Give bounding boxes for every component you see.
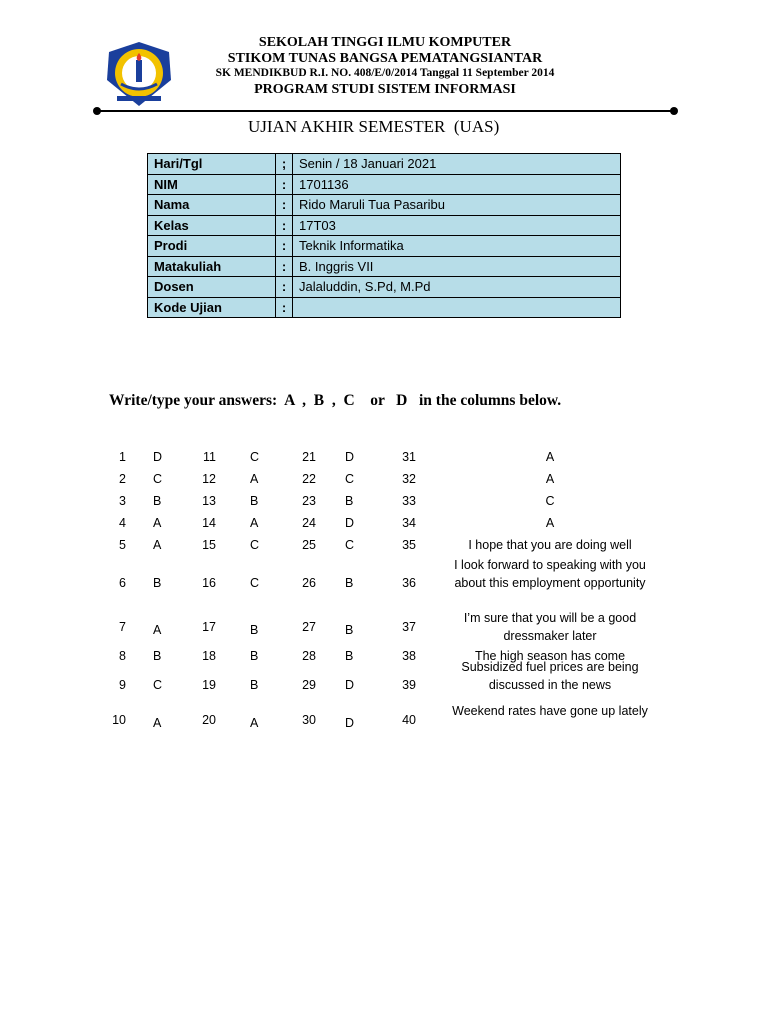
question-number: 27 [302, 620, 316, 634]
info-separator: : [276, 215, 293, 236]
answer-choice: B [250, 623, 259, 637]
answer-choice: A [250, 516, 259, 530]
answer-sentence: C [545, 494, 555, 508]
info-row [148, 174, 621, 195]
question-number: 21 [302, 450, 316, 464]
info-value [293, 297, 621, 318]
question-number: 39 [402, 678, 416, 692]
student-info-table [147, 153, 621, 318]
question-number: 11 [203, 450, 216, 464]
question-number: 12 [202, 472, 216, 486]
answer-choice: C [345, 538, 355, 552]
answer-choice: B [153, 649, 162, 663]
info-separator: : [276, 297, 293, 318]
answer-choice: B [345, 576, 354, 590]
question-number: 31 [402, 450, 416, 464]
info-label: NIM [148, 174, 276, 195]
answer-sentence: I look forward to speaking with you about this employment opportunity [454, 558, 646, 590]
question-number: 15 [202, 538, 216, 552]
info-row [148, 256, 621, 277]
answer-choice: D [153, 450, 163, 464]
question-number: 10 [112, 713, 126, 727]
info-label: Dosen [148, 277, 276, 298]
study-program: PROGRAM STUDI SISTEM INFORMASI [254, 82, 516, 97]
question-number: 25 [302, 538, 316, 552]
answer-choice: C [153, 678, 163, 692]
info-row [148, 154, 621, 175]
info-separator: : [276, 174, 293, 195]
answer-choice: A [153, 538, 162, 552]
info-row [148, 236, 621, 257]
answer-choice: A [153, 623, 162, 637]
school-name: SEKOLAH TINGGI ILMU KOMPUTER [258, 35, 512, 50]
info-value: Senin / 18 Januari 2021 [293, 154, 621, 175]
answer-choice: D [345, 516, 355, 530]
answer-choice: D [345, 450, 355, 464]
question-number: 13 [202, 494, 216, 508]
info-separator: ; [276, 154, 293, 175]
question-number: 2 [119, 472, 126, 486]
answer-choice: B [345, 494, 354, 508]
question-number: 30 [302, 713, 316, 727]
info-row [148, 215, 621, 236]
decree-line: SK MENDIKBUD R.I. NO. 408/E/0/2014 Tanggal 11 September 2014 [215, 67, 555, 79]
info-row [148, 195, 621, 216]
info-separator: : [276, 277, 293, 298]
info-value: Rido Maruli Tua Pasaribu [293, 195, 621, 216]
info-value: Jalaluddin, S.Pd, M.Pd [293, 277, 621, 298]
question-number: 22 [302, 472, 316, 486]
answer-sentence: A [545, 472, 555, 486]
answer-choice: C [250, 576, 260, 590]
answer-choice: C [250, 538, 260, 552]
info-label: Nama [148, 195, 276, 216]
info-value: B. Inggris VII [293, 256, 621, 277]
question-number: 9 [119, 678, 126, 692]
institution-name: STIKOM TUNAS BANGSA PEMATANGSIANTAR [227, 51, 543, 66]
question-number: 34 [402, 516, 416, 530]
question-number: 40 [402, 713, 416, 727]
answer-choice: B [250, 678, 259, 692]
question-number: 23 [302, 494, 316, 508]
answer-choice: C [153, 472, 163, 486]
answer-instruction: Write/type your answers: A , B , C or D in the columns below. [109, 392, 562, 409]
answer-sentence: Weekend rates have gone up lately [452, 704, 648, 718]
info-value: 17T03 [293, 215, 621, 236]
info-value: 1701136 [293, 174, 621, 195]
question-number: 19 [202, 678, 216, 692]
answer-choice: B [345, 623, 354, 637]
question-number: 26 [302, 576, 316, 590]
answer-sentence: Subsidized fuel prices are being discussed in the news [461, 660, 639, 692]
question-number: 3 [119, 494, 126, 508]
answer-choice: D [345, 678, 355, 692]
info-separator: : [276, 256, 293, 277]
question-number: 4 [119, 516, 126, 530]
info-row [148, 297, 621, 318]
question-number: 33 [402, 494, 416, 508]
question-number: 20 [202, 713, 216, 727]
info-separator: : [276, 236, 293, 257]
answer-choice: B [250, 494, 259, 508]
question-number: 37 [402, 620, 416, 634]
answer-sentence: I’m sure that you will be a good dressmaker later [463, 611, 637, 643]
answer-choice: B [153, 494, 162, 508]
rule-dot-left [93, 107, 101, 115]
info-separator: : [276, 195, 293, 216]
question-number: 17 [202, 620, 216, 634]
question-number: 35 [402, 538, 416, 552]
answer-choice: A [153, 716, 162, 730]
info-row [148, 277, 621, 298]
question-number: 28 [302, 649, 316, 663]
question-number: 24 [302, 516, 316, 530]
answer-choice: B [345, 649, 354, 663]
question-number: 1 [119, 450, 126, 464]
info-label: Hari/Tgl [148, 154, 276, 175]
info-value: Teknik Informatika [293, 236, 621, 257]
info-label: Kode Ujian [148, 297, 276, 318]
question-number: 14 [202, 516, 216, 530]
answer-choice: A [250, 716, 259, 730]
answer-sentence: The high season has come [474, 649, 626, 663]
question-number: 7 [119, 620, 126, 634]
answer-sentence: A [545, 450, 555, 464]
question-number: 32 [402, 472, 416, 486]
question-number: 8 [119, 649, 126, 663]
question-number: 6 [119, 576, 126, 590]
answer-sentence: A [545, 516, 555, 530]
question-number: 18 [202, 649, 216, 663]
question-number: 5 [119, 538, 126, 552]
rule-dot-right [670, 107, 678, 115]
header-rule [97, 110, 675, 112]
exam-title: UJIAN AKHIR SEMESTER (UAS) [248, 117, 500, 136]
info-label: Kelas [148, 215, 276, 236]
answer-sentence: I hope that you are doing well [468, 538, 632, 552]
question-number: 38 [402, 649, 416, 663]
answer-choice: A [153, 516, 162, 530]
answer-choice: B [250, 649, 259, 663]
question-number: 36 [402, 576, 416, 590]
answer-choice: D [345, 716, 355, 730]
info-label: Prodi [148, 236, 276, 257]
question-number: 29 [302, 678, 316, 692]
answer-choice: A [250, 472, 259, 486]
question-number: 16 [202, 576, 216, 590]
answer-choice: B [153, 576, 162, 590]
info-label: Matakuliah [148, 256, 276, 277]
answer-choice: C [345, 472, 355, 486]
answer-choice: C [250, 450, 260, 464]
